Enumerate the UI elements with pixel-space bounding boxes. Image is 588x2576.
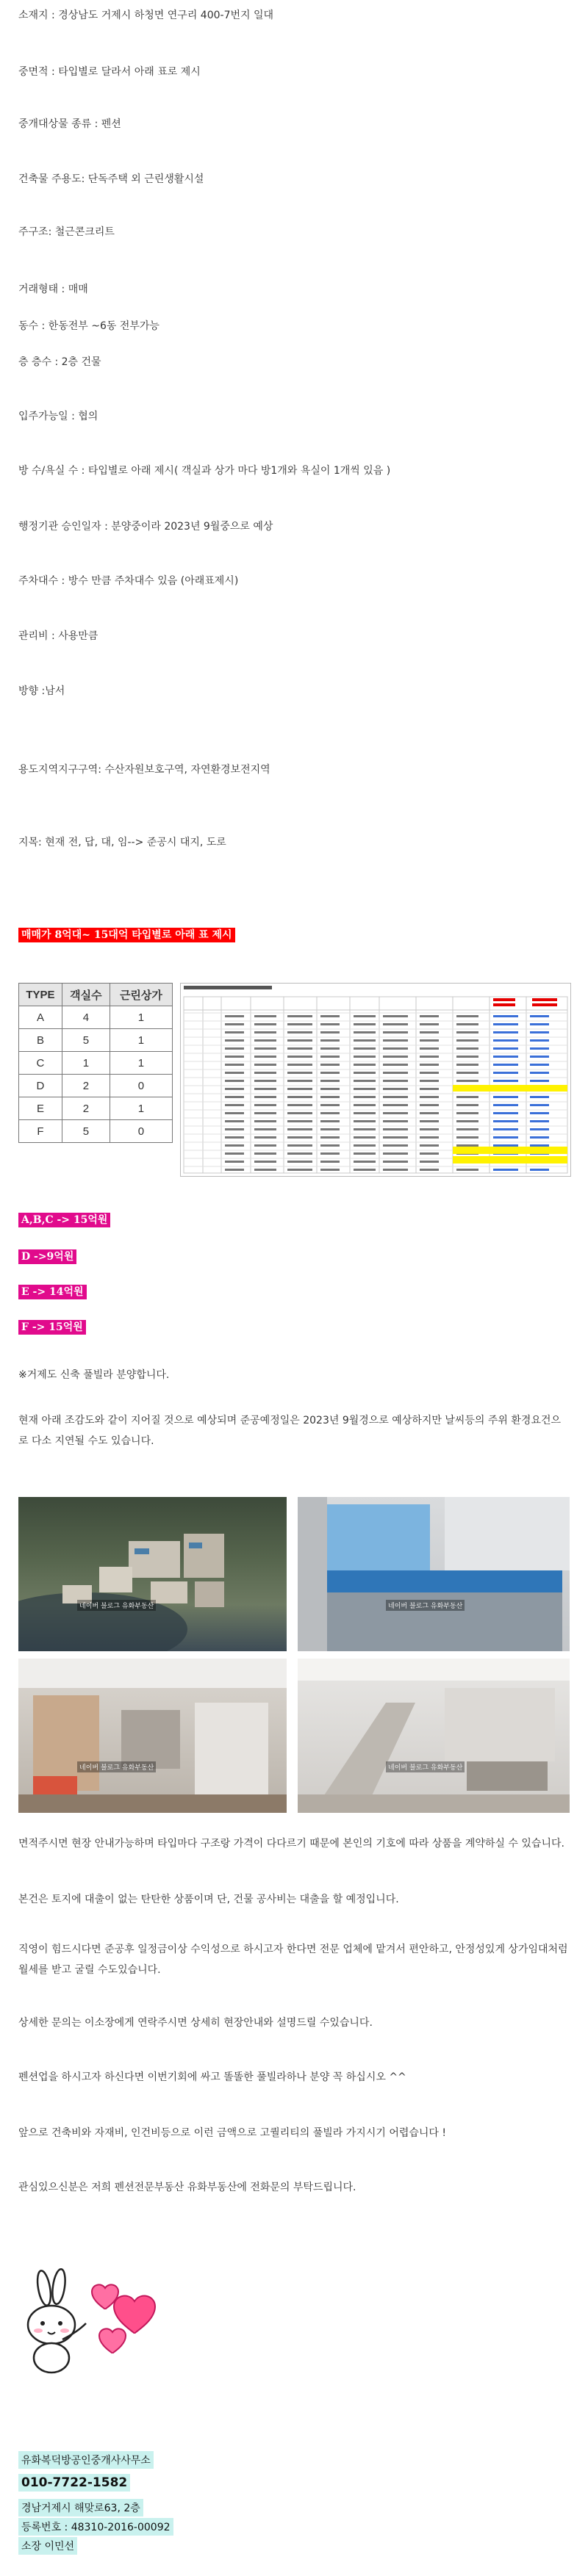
bunny-icon: [28, 2268, 75, 2373]
type-cell: F: [19, 1120, 62, 1143]
info-parking: 주차대수 : 방수 만큼 주차대수 있음 (아래표제시): [18, 575, 239, 587]
table-row: [19, 1052, 173, 1075]
price-sheet-image: [180, 983, 571, 1177]
type-cell: E: [19, 1097, 62, 1120]
rooms-cell: 1: [62, 1052, 110, 1075]
info-structure: 주구조: 철근콘크리트: [18, 226, 115, 238]
type-table-header: [19, 984, 173, 1006]
paragraph-management: 직영이 힘드시다면 준공후 일정금이상 수익성으로 하시고자 한다면 전문 업체에 맡겨서 편안하고, 안정성있게 상가임대처럼 월세를 받고 굴릴 수도있습니다.: [18, 1944, 568, 1976]
rooms-column-header: 객실수: [62, 984, 110, 1006]
stair-interior-photo: [298, 1659, 570, 1813]
price-tag-f-text: F -> 15억원: [18, 1320, 86, 1335]
type-cell: D: [19, 1075, 62, 1097]
info-zoning: 용도지역지구구역: 수산자원보호구역, 자연환경보전지역: [18, 764, 270, 776]
info-floors: 층 층수 : 2층 건물: [18, 356, 101, 368]
photo-caption: 네이버 블로그 유화부동산: [386, 1761, 465, 1772]
info-approval: 행정기관 승인일자 : 분양중이라 2023년 9월중으로 예상: [18, 521, 273, 533]
info-location: 소재지 : 경상남도 거제시 하청면 연구리 400-7번지 일대: [18, 10, 274, 21]
store-cell: 1: [110, 1097, 172, 1120]
contact-manager: 소장 이민선: [18, 2537, 77, 2555]
info-maintenance: 관리비 : 사용만큼: [18, 630, 98, 642]
table-row: [19, 1006, 173, 1029]
price-tag-f: [18, 1319, 86, 1334]
price-tag-abc-text: A,B,C -> 15억원: [18, 1213, 110, 1227]
store-cell: 1: [110, 1029, 172, 1052]
type-cell: A: [19, 1006, 62, 1029]
heart-icon: [114, 2296, 155, 2334]
info-building-use: 건축물 주용도: 단독주택 외 근린생활시설: [18, 173, 204, 185]
price-sheet-graphic: [181, 984, 570, 1176]
store-cell: 0: [110, 1075, 172, 1097]
photo-caption: 네이버 블로그 유화부동산: [77, 1761, 156, 1772]
paragraph-intro: ※거제도 신축 풀빌라 분양합니다.: [18, 1369, 170, 1381]
store-cell: 1: [110, 1052, 172, 1075]
contact-office-name: 유화복덕방공인중개사사무소: [18, 2451, 154, 2469]
aerial-view-photo: [18, 1497, 287, 1651]
paragraph-recommend: 펜션업을 하시고자 하신다면 이번기회에 싸고 똘똘한 풀빌라하나 분양 꼭 하십시오 ^^: [18, 2071, 406, 2083]
store-cell: 0: [110, 1120, 172, 1143]
info-direction: 방향 :남서: [18, 685, 65, 697]
price-tag-d-text: D ->9억원: [18, 1249, 76, 1264]
paragraph-contact-request: 관심있으신분은 저희 펜션전문부동산 유화부동산에 전화문의 부탁드립니다.: [18, 2182, 356, 2193]
rooms-cell: 2: [62, 1097, 110, 1120]
info-area: 중면적 : 타입별로 달라서 아래 표로 제시: [18, 66, 201, 78]
paragraph-inquiry: 상세한 문의는 이소장에게 연락주시면 상세히 현장안내와 설명드릴 수있습니다.: [18, 2017, 373, 2029]
info-rooms: 방 수/욕실 수 : 타입별로 아래 제시( 객실과 상가 마다 방1개와 욕실이 1개씩 있음 ): [18, 465, 391, 477]
rooms-cell: 5: [62, 1029, 110, 1052]
paragraph-cost: 앞으로 건축비와 자재비, 인건비등으로 이런 금액으로 고퀄리티의 풀빌라 가지시기 어렵습니다 !: [18, 2127, 446, 2139]
rooms-cell: 4: [62, 1006, 110, 1029]
price-tag-e: [18, 1284, 87, 1299]
info-land-category: 지목: 현재 전, 답, 대, 임--> 준공시 대지, 도로: [18, 837, 226, 848]
rooms-cell: 2: [62, 1075, 110, 1097]
paragraph-schedule: 현재 아래 조감도와 같이 지어질 것으로 예상되며 준공예정일은 2023년 9월경으로 예상하지만 날씨등의 주위 환경요건으로 다소 지연될 수도 있습니다.: [18, 1415, 562, 1447]
table-row: [19, 1029, 173, 1052]
price-tag-d: [18, 1249, 76, 1263]
info-property-type: 중개대상물 종류 : 펜션: [18, 118, 121, 130]
price-tag-e-text: E -> 14억원: [18, 1285, 87, 1299]
info-move-in: 입주가능일 : 협의: [18, 411, 98, 422]
photo-caption: 네이버 블로그 유화부동산: [77, 1600, 156, 1611]
type-column-header: TYPE: [19, 984, 62, 1006]
info-units: 동수 : 한동전부 ~6동 전부가능: [18, 320, 159, 332]
table-row: [19, 1097, 173, 1120]
store-column-header: 근린상가: [110, 984, 172, 1006]
type-cell: C: [19, 1052, 62, 1075]
heart-icon: [99, 2328, 126, 2353]
price-tag-abc: [18, 1212, 110, 1227]
room-interior-photo: [18, 1659, 287, 1813]
contact-registration-number: 등록번호 : 48310-2016-00092: [18, 2518, 173, 2536]
paragraph-tour: 면적주시면 현장 안내가능하며 타입마다 구조랑 가격이 다다르기 때문에 본인의 기호에 따라 상품을 계약하실 수 있습니다.: [18, 1838, 564, 1850]
table-row: [19, 1120, 173, 1143]
info-deal-type: 거래형태 : 매매: [18, 284, 88, 295]
contact-address: 경남거제시 해맞로63, 2층: [18, 2499, 143, 2517]
pool-view-photo: [298, 1497, 570, 1651]
type-cell: B: [19, 1029, 62, 1052]
store-cell: 1: [110, 1006, 172, 1029]
photo-caption: 네이버 블로그 유화부동산: [386, 1600, 465, 1611]
rooms-cell: 5: [62, 1120, 110, 1143]
bunny-hearts-sticker: [18, 2266, 173, 2376]
contact-phone[interactable]: 010-7722-1582: [18, 2474, 130, 2492]
paragraph-loan: 본건은 토지에 대출이 없는 탄탄한 상품이며 단, 건물 공사비는 대출을 할 예정입니다.: [18, 1894, 399, 1905]
table-row: [19, 1075, 173, 1097]
price-banner-text: 매매가 8억대~ 15대억 타입별로 아래 표 제시: [18, 928, 235, 942]
type-table: [18, 983, 173, 1143]
price-banner: [18, 927, 235, 942]
